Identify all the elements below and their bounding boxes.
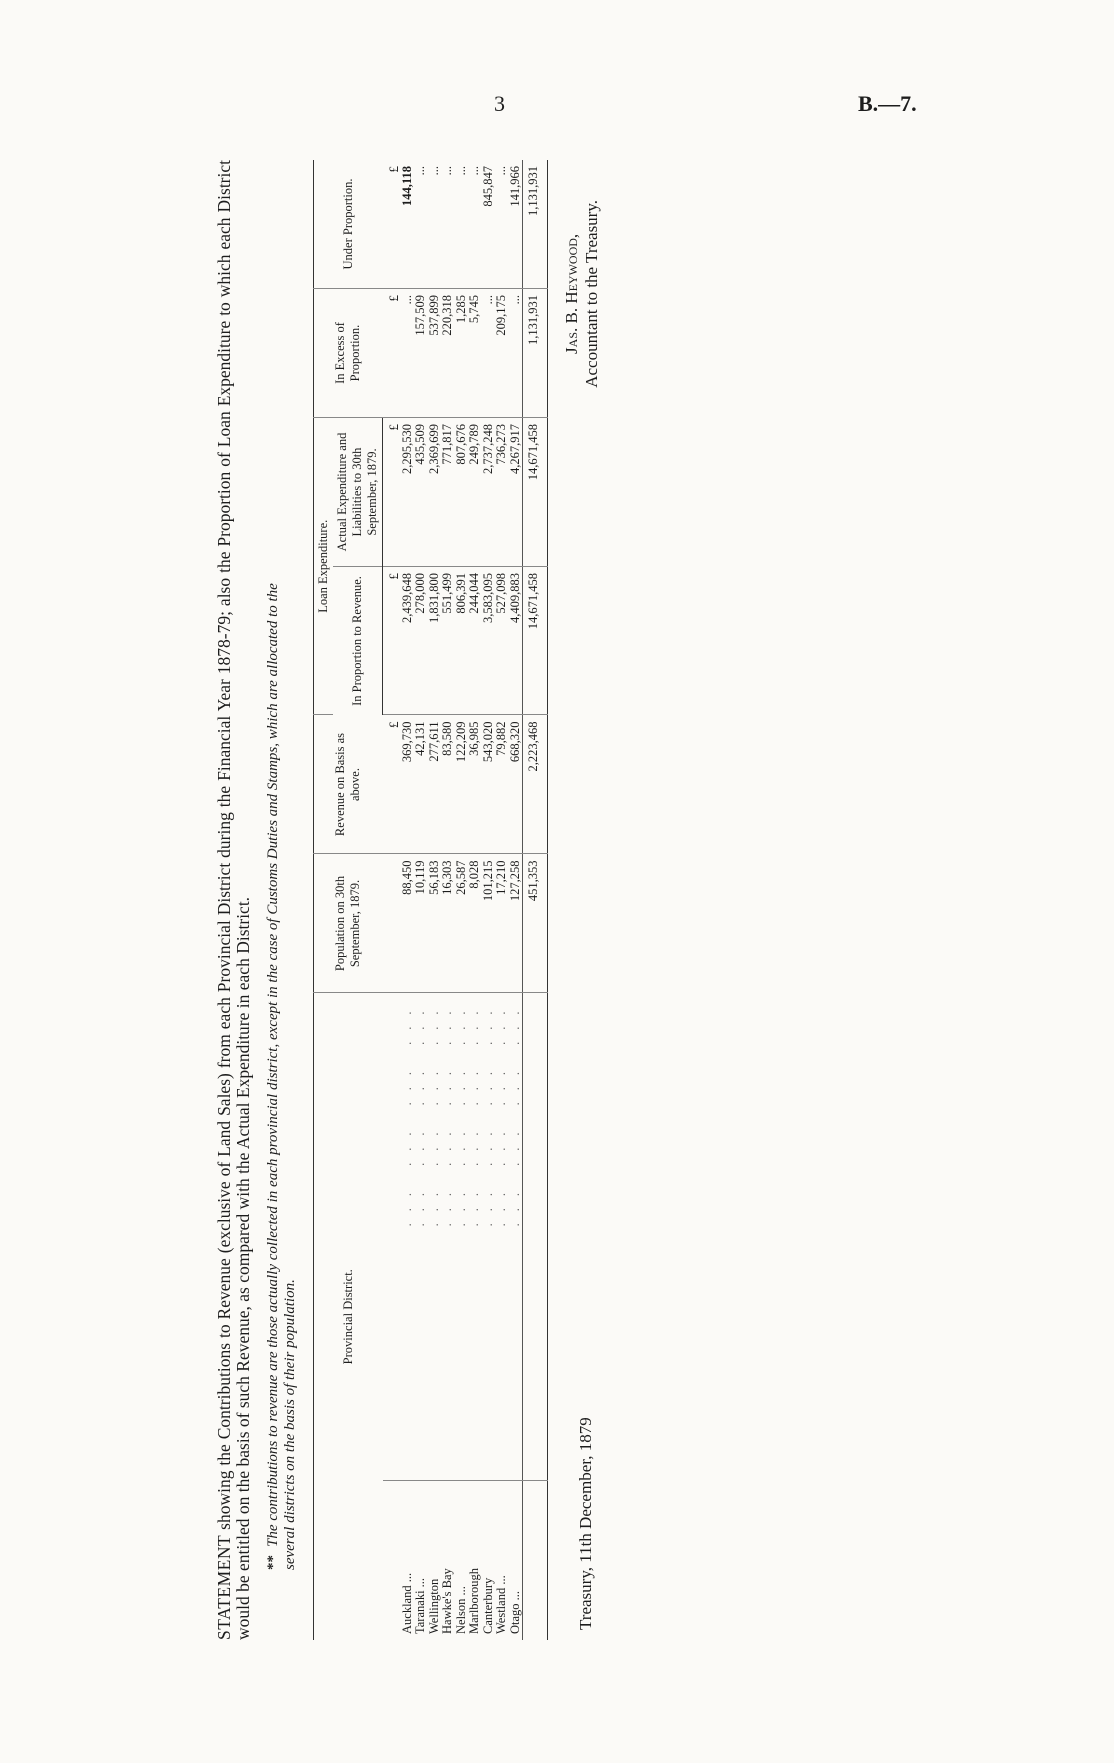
leader-dots: ... ... ... ... — [495, 993, 509, 1481]
population-cell: 88,450 — [401, 854, 415, 993]
note-marker: ** — [265, 1555, 281, 1570]
actual-cell: 2,369,699 — [428, 418, 442, 567]
header-population: Population on 30th September, 1879. — [314, 854, 383, 993]
district-name: Hawke's Bay — [440, 1568, 454, 1634]
footer — [556, 160, 636, 1640]
revenue-cell: 42,131 — [414, 715, 428, 854]
revenue-cell: 277,611 — [428, 715, 442, 854]
revenue-cell: 79,882 — [495, 715, 509, 854]
actual-cell: 249,789 — [468, 418, 482, 567]
note — [265, 570, 299, 1570]
table-row — [482, 160, 496, 1640]
actual-cell: 736,273 — [495, 418, 509, 567]
excess-cell: 209,175 — [495, 289, 509, 418]
revenue-cell: 36,985 — [468, 715, 482, 854]
under-cell: ... — [441, 160, 455, 289]
currency-under: £ — [383, 160, 401, 289]
actual-cell: 2,295,530 — [401, 418, 415, 567]
actual-cell: 4,267,917 — [509, 418, 523, 567]
table-row — [401, 160, 415, 1640]
district-name: Auckland ... — [399, 1572, 414, 1634]
in-proportion-cell: 244,044 — [468, 567, 482, 716]
leader-dots: ... ... ... ... — [509, 993, 523, 1481]
page-number: 3 — [494, 91, 505, 116]
statement-table — [313, 160, 548, 1640]
leader-dots: ... ... ... ... — [468, 993, 482, 1481]
total-in-proportion: 14,671,458 — [523, 567, 548, 716]
in-proportion-cell: 1,831,800 — [428, 567, 442, 716]
in-proportion-cell: 4,409,883 — [509, 567, 523, 716]
signature-block — [562, 200, 602, 388]
table-row — [428, 160, 442, 1640]
rotated-statement — [215, 160, 775, 1640]
leader-dots: ... ... ... ... — [455, 993, 469, 1481]
currency-revenue: £ — [383, 715, 401, 854]
in-proportion-cell: 806,391 — [455, 567, 469, 716]
revenue-cell: 122,209 — [455, 715, 469, 854]
population-cell: 16,303 — [441, 854, 455, 993]
population-cell: 17,210 — [495, 854, 509, 993]
table-row — [441, 160, 455, 1640]
under-cell: 144,118 — [401, 160, 415, 289]
excess-cell: 5,745 — [468, 289, 482, 418]
actual-cell: 435,509 — [414, 418, 428, 567]
district-name: Westland ... — [494, 1575, 508, 1634]
population-cell: 10,119 — [414, 854, 428, 993]
under-cell: ... — [455, 160, 469, 289]
total-excess: 1,131,931 — [523, 289, 548, 418]
table-row — [468, 160, 482, 1640]
document-code: B.—7. — [858, 91, 917, 116]
header-under: Under Proportion. — [314, 160, 383, 289]
table-row — [509, 160, 523, 1640]
actual-cell: 771,817 — [441, 418, 455, 567]
in-proportion-cell: 278,000 — [414, 567, 428, 716]
in-proportion-cell: 2,439,648 — [401, 567, 415, 716]
excess-cell: 1,285 — [455, 289, 469, 418]
population-cell: 56,183 — [428, 854, 442, 993]
district-name: Wellington — [426, 1578, 441, 1634]
under-cell: ... — [495, 160, 509, 289]
leader-dots: ... ... ... ... — [482, 993, 496, 1481]
excess-cell: 537,899 — [428, 289, 442, 418]
total-population: 451,353 — [523, 854, 548, 993]
population-cell: 26,587 — [455, 854, 469, 993]
district-name: Marlborough — [467, 1568, 481, 1634]
title-text: showing the Contributions to Revenue (exclusive of Land Sales) from each Provincial District during the Financial Year 1878-79; also the Proportion of Loan Expenditure to which each District would be entitled on the basis of such Revenue, as compared with the Actual Expenditure in each District. — [214, 160, 253, 1640]
note-text: The contributions to revenue are those actually collected in each provincial district, except in the case of Customs Duties and Stamps, which are allocated to the several districts on the basis of their population. — [265, 583, 298, 1570]
district-name: Nelson ... — [453, 1586, 468, 1634]
signatory-name: Jas. B. Heywood, — [561, 233, 581, 354]
leader-dots: ... ... ... ... — [428, 993, 442, 1481]
statement-title — [215, 160, 253, 1640]
currency-excess: £ — [383, 289, 401, 418]
table-row — [414, 160, 428, 1640]
population-cell: 8,028 — [468, 854, 482, 993]
revenue-cell: 83,580 — [441, 715, 455, 854]
excess-cell: 157,509 — [414, 289, 428, 418]
signatory-position: Accountant to the Treasury. — [581, 200, 601, 388]
total-under: 1,131,931 — [523, 160, 548, 289]
leader-dots: ... ... ... ... — [401, 993, 415, 1481]
excess-cell: 220,318 — [441, 289, 455, 418]
excess-cell: ... — [401, 289, 415, 418]
revenue-cell: 369,730 — [401, 715, 415, 854]
excess-cell: ... — [509, 289, 523, 418]
in-proportion-cell: 551,499 — [441, 567, 455, 716]
leader-dots: ... ... ... ... — [441, 993, 455, 1481]
population-cell: 127,258 — [509, 854, 523, 993]
header-in-proportion: In Proportion to Revenue. — [333, 567, 383, 716]
in-proportion-cell: 3,583,095 — [482, 567, 496, 716]
revenue-cell: 668,320 — [509, 715, 523, 854]
currency-in-proportion: £ — [383, 567, 401, 716]
in-proportion-cell: 527,098 — [495, 567, 509, 716]
total-actual: 14,671,458 — [523, 418, 548, 567]
totals-row — [523, 160, 548, 1640]
header-excess: In Excess of Proportion. — [314, 289, 383, 418]
treasury-date: Treasury, 11th December, 1879 — [575, 1417, 595, 1630]
currency-actual: £ — [383, 418, 401, 567]
under-cell: ... — [468, 160, 482, 289]
under-cell: 845,847 — [482, 160, 496, 289]
header-loan-expenditure: Loan Expenditure. — [314, 418, 334, 716]
under-cell: ... — [428, 160, 442, 289]
actual-cell: 2,737,248 — [482, 418, 496, 567]
district-name: Canterbury — [480, 1577, 495, 1634]
table-row — [455, 160, 469, 1640]
district-name: Taranaki ... — [413, 1577, 427, 1634]
total-revenue: 2,223,468 — [523, 715, 548, 854]
actual-cell: 807,676 — [455, 418, 469, 567]
currency-row — [383, 160, 401, 1640]
header-district: Provincial District. — [340, 1269, 355, 1365]
title-lead: STATEMENT — [214, 1534, 234, 1640]
excess-cell: ... — [482, 289, 496, 418]
district-name: Otago ... — [507, 1590, 522, 1634]
header-actual: Actual Expenditure and Liabilities to 30th September, 1879. — [333, 418, 383, 567]
table-row — [495, 160, 509, 1640]
under-cell: ... — [414, 160, 428, 289]
population-cell: 101,215 — [482, 854, 496, 993]
revenue-cell: 543,020 — [482, 715, 496, 854]
header-revenue: Revenue on Basis as above. — [314, 715, 383, 854]
under-cell: 141,966 — [509, 160, 523, 289]
leader-dots: ... ... ... ... — [414, 993, 428, 1481]
